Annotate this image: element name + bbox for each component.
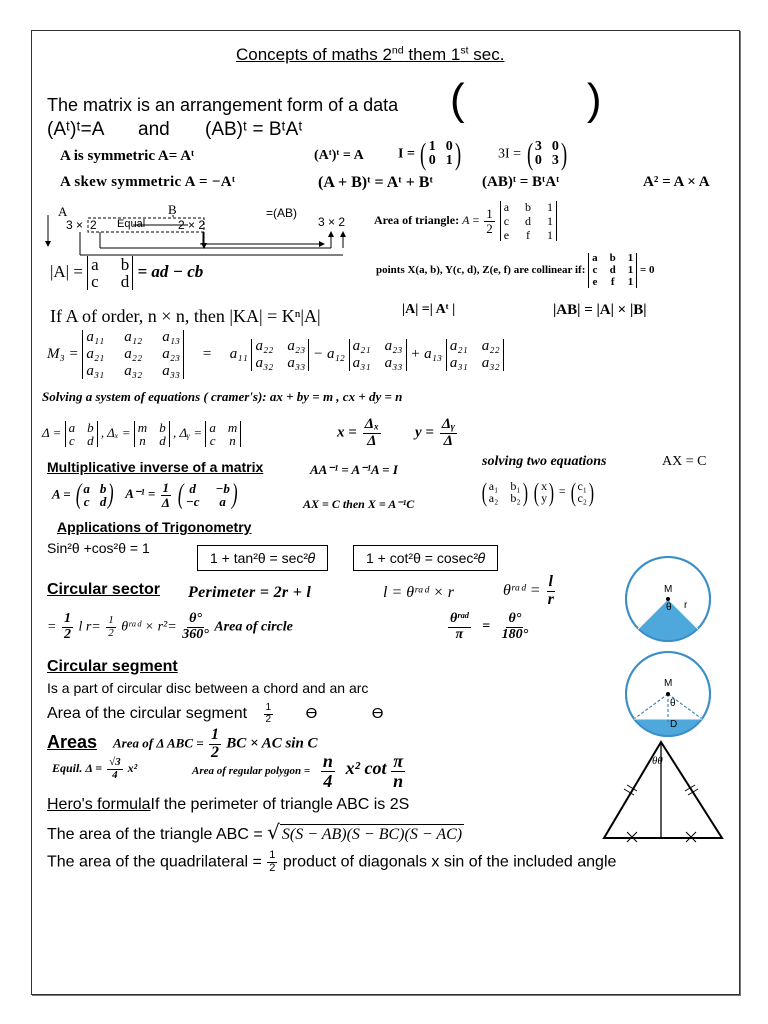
cramer-determinants: Δ = a b c d , Δₓ = m b n d , Δᵧ = a m c n: [42, 421, 241, 447]
matrix-cell: 0: [445, 139, 453, 155]
sector-theta: θʳᵃᵈ = $\frac{l}{r}$: [503, 573, 554, 608]
matrix-cell: a₂₁: [449, 337, 468, 354]
matrix-cell: 1: [547, 214, 554, 228]
matrix-cell: b₂: [510, 491, 521, 506]
quadrilateral-area: The area of the quadrilateral = $\frac{1}{2}$ product of diagonals x sin of the included angle: [47, 849, 617, 874]
sector-fig-m: M: [664, 584, 673, 595]
diagram-label-b: B: [168, 202, 177, 217]
trig-heading: Applications of Trigonometry: [57, 519, 252, 535]
matrix-cell: d: [99, 494, 107, 510]
matrix-cell: a₂₃: [162, 346, 181, 362]
cot-identity-box: 1 + cot²θ = cosec²𝜃: [353, 545, 498, 571]
matrix-cell: b: [120, 255, 130, 274]
sector-heading: Circular sector: [47, 581, 160, 598]
matrix-cell: b: [159, 420, 166, 435]
empty-matrix-brackets: ( ): [450, 75, 602, 124]
identity-matrix: I = ( 1 0 0 1 ): [398, 137, 461, 171]
matrix-cell: a₃₃: [162, 363, 181, 379]
matrix-cell: x: [541, 479, 548, 494]
product-transpose-rule: (AB)ᵗ = BᵗAᵗ: [205, 119, 303, 140]
matrix-cell: d: [120, 272, 130, 291]
matrix-cell: c: [83, 494, 90, 510]
equilateral-area: Equil. Δ = $\frac{√3}{4}$ x²: [52, 756, 138, 781]
matrix-cell: c: [592, 264, 598, 276]
matrix-cell: a: [68, 420, 76, 435]
matrix-cell: a₃₂: [255, 354, 274, 371]
matrix-cell: a₂₂: [124, 346, 143, 362]
and-text: and: [138, 119, 170, 140]
isosceles-triangle-figure: [600, 738, 730, 843]
cramer-x: x = $\frac{\text{Δₓ}}{\Delta}$: [337, 416, 380, 449]
matrix-cell: 0: [551, 139, 559, 155]
cramer-y: y = $\frac{\text{Δᵧ}}{\Delta}$: [415, 416, 455, 449]
matrix-cell: n: [229, 433, 236, 448]
segment-heading: Circular segment: [47, 658, 178, 675]
matrix-cell: c: [503, 214, 510, 228]
diagram-label-a: A: [58, 204, 68, 219]
triangle-fig-theta: θθ: [652, 755, 663, 767]
matrix-cell: a₃₃: [384, 354, 403, 371]
segment-definition: Is a part of circular disc between a chord and an arc: [47, 680, 369, 696]
matrix-cell: a₁: [488, 479, 499, 494]
hero-line: Hero's formulaIf the perimeter of triangle ABC is 2S: [47, 796, 410, 813]
matrix-cell: c: [91, 272, 99, 291]
matrix-cell: c₂: [577, 491, 587, 506]
sector-perimeter: Perimeter = 2r + l: [188, 584, 312, 601]
inverse-heading: Multiplicative inverse of a matrix: [47, 459, 264, 475]
matrix-cell: 1: [547, 200, 554, 214]
matrix-cell: −b: [215, 481, 230, 497]
matrix-cell: d: [159, 433, 166, 448]
segment-fig-theta: θ: [670, 698, 676, 709]
segment-fig-m: M: [664, 678, 673, 689]
matrix-cell: b: [525, 200, 532, 214]
matrix-cell: a: [219, 494, 226, 510]
cramer-heading: Solving a system of equations ( cramer's): ax + by = m , cx + dy = n: [42, 389, 403, 404]
matrix-cell: 1: [627, 276, 634, 288]
matrix-cell: 1: [627, 264, 634, 276]
matrix-cell: d: [525, 214, 532, 228]
two-equations-label: solving two equations: [482, 454, 607, 469]
matrix-cell: d: [87, 433, 94, 448]
matrix-cell: a₂₃: [384, 337, 403, 354]
matrix-cell: f: [610, 276, 615, 288]
inverse-identity: AA⁻¹ = A⁻¹A = I: [310, 462, 398, 477]
sector-arc-length: l = θʳᵃᵈ × r: [383, 584, 455, 601]
matrix-intro: The matrix is an arrangement form of a data: [47, 95, 399, 115]
matrix-cell: y: [541, 491, 548, 506]
matrix-cell: 3: [551, 153, 559, 169]
matrix-cell: a₁₃: [162, 329, 181, 345]
matrix-cell: a₃₁: [352, 354, 371, 371]
matrix-cell: b: [99, 481, 107, 497]
matrix-cell: b₁: [510, 479, 521, 494]
inverse-formula: A = ( a b c d ) A⁻¹ = $\frac{1}{\Delta}$ ( d −b −c a ): [52, 479, 238, 510]
sector-fig-theta: θ: [666, 602, 672, 613]
matrix-cell: e: [503, 228, 510, 242]
matrix-cell: m: [227, 420, 238, 435]
diagram-equal: Equal: [117, 218, 146, 230]
diagram-left-dim: 3 ×: [66, 218, 84, 232]
matrix-cell: 1: [627, 252, 634, 264]
matrix-cell: a₂₁: [86, 346, 105, 362]
matrix-cell: 1: [445, 153, 453, 169]
matrix-cell: a₃₁: [449, 354, 468, 371]
skew-symmetric-rule: A skew symmetric A = −Aᵗ: [60, 174, 236, 190]
page-title: Concepts of maths 2nd them 1st sec.: [236, 44, 505, 64]
symmetric-rule: A is symmetric A= Aᵗ: [60, 148, 195, 164]
segment-area: Area of the circular segment $\frac{1}{2}$ Ө Ө: [47, 702, 384, 725]
square-rule: A² = A × A: [643, 174, 710, 190]
transpose-bold: (Aᵗ)ᵗ = A: [314, 148, 364, 163]
diagram-right-dim: 2: [178, 218, 185, 232]
matrix-cell: 0: [534, 153, 542, 169]
matrix-cell: c: [209, 433, 216, 448]
matrix-cell: a₂₃: [287, 337, 306, 354]
matrix-cell: b: [87, 420, 94, 435]
matrix-cell: a₃₂: [481, 354, 500, 371]
system-matrix-form: ( a₁ b₁ a₂ b₂ ) ( x y ) = ( c₁ c₂ ): [481, 477, 595, 507]
matrix-cell: a: [209, 420, 216, 435]
det-product-rule: |AB| = |A| × |B|: [553, 302, 647, 318]
matrix-cell: a₂₂: [255, 337, 274, 354]
matrix-cell: c₁: [577, 479, 587, 494]
matrix-cell: 1: [428, 139, 436, 155]
sector-area: = $\frac{1}{2}$ l r= $\frac{1}{2}$ θʳᵃᵈ × r²= $\frac{\theta^\circ}{360^\circ}$ Area of circle: [47, 611, 293, 642]
matrix-cell: a₁₁: [86, 329, 105, 345]
matrix-cell: a₂₂: [481, 337, 500, 354]
m3-expansion: M₃ = a₁₁ a₁₂ a₁₃ a₂₁ a₂₂ a₂₃ a₃₁ a₃₂ a₃₃ = a₁₁ a₂₂ a₂₃ a₃₂ a₃₃ − a₁₂ a₂₁ a₂₃ a₃₁ a₃₃ + a₁₃ a₂₁ a₂₂ a₃₁ a₃₂: [47, 330, 504, 379]
matrix-cell: a₃₃: [287, 354, 306, 371]
matrix-cell: a: [592, 252, 598, 264]
polygon-area: Area of regular polygon = $\frac{n}{4}$ x² cot $\frac{\pi}{n}$: [192, 751, 404, 791]
radian-degree-conversion: $\frac{\text{θʳᵃᵈ}}{\pi}$ = $\frac{\theta^\circ}{180^\circ}$: [450, 611, 529, 642]
matrix-cell: 1: [547, 228, 554, 242]
matrix-cell: a: [503, 200, 510, 214]
matrix-cell: a₂: [488, 491, 499, 506]
matrix-cell: e: [592, 276, 598, 288]
matrix-cell: 3: [534, 139, 542, 155]
matrix-cell: a₂₁: [352, 337, 371, 354]
prod-transpose-rule: (AB)ᵗ = BᵗAᵗ: [482, 174, 560, 190]
diagram-result: 3 × 2: [318, 215, 346, 229]
diagram-left-dim2: 2: [90, 218, 97, 232]
ax-equals-c: AX = C: [662, 454, 707, 469]
collinear-condition: points X(a, b), Y(c, d), Z(e, f) are collinear if: a b 1 c d 1 e f 1 = 0: [376, 252, 655, 288]
matrix-cell: a₁₂: [124, 329, 143, 345]
matrix-cell: a: [91, 255, 99, 274]
sector-figure: [620, 553, 730, 643]
sum-transpose-rule: (A + B)ᵗ = Aᵗ + Bᵗ: [318, 174, 433, 191]
det-2x2: |A| = a b c d = ad − cb: [50, 255, 204, 291]
areas-heading: Areas: [47, 732, 98, 752]
matrix-cell: −c: [185, 494, 200, 510]
tan-identity-box: 1 + tan²θ = sec²𝜃: [197, 545, 328, 571]
pythagorean-identity: Sin²θ +cos²θ = 1: [47, 540, 150, 556]
matrix-cell: 0: [428, 153, 436, 169]
matrix-cell: c: [69, 433, 75, 448]
matrix-cell: a₃₁: [86, 363, 105, 379]
matrix-cell: a₃₂: [124, 363, 143, 379]
matrix-cell: a: [83, 481, 90, 497]
matrix-cell: d: [609, 264, 616, 276]
three-i-matrix: 3I = ( 3 0 0 3 ): [498, 137, 568, 171]
transpose-rule: (Aᵗ)ᵗ=A: [47, 119, 105, 140]
segment-fig-d: D: [670, 719, 678, 730]
sector-fig-r: r: [684, 600, 688, 611]
matrix-cell: f: [526, 228, 531, 242]
matrix-cell: b: [609, 252, 616, 264]
det-transpose-rule: |A| =| Aᵗ |: [402, 302, 456, 317]
order-rule: If A of order, n × n, then |KA| = Kⁿ|A|: [50, 306, 321, 326]
diagram-ab: =(AB): [266, 206, 298, 220]
ax-then-x: AX = C then X = A⁻¹C: [303, 497, 415, 511]
triangle-area-formula: Area of triangle: A = $\frac{1}{2}$ a b 1 c d 1 e f 1: [374, 201, 557, 241]
matrix-cell: d: [189, 481, 196, 497]
hero-area: The area of the triangle ABC = √ S(S − AB)(S − BC)(S − AC): [47, 820, 463, 844]
triangle-area-sine: Area of Δ ABC = $\frac{1}{2}$ BC × AC sin C: [113, 726, 318, 761]
diagram-right-dim2: × 2: [188, 218, 206, 232]
matrix-cell: n: [139, 433, 146, 448]
matrix-cell: m: [137, 420, 148, 435]
